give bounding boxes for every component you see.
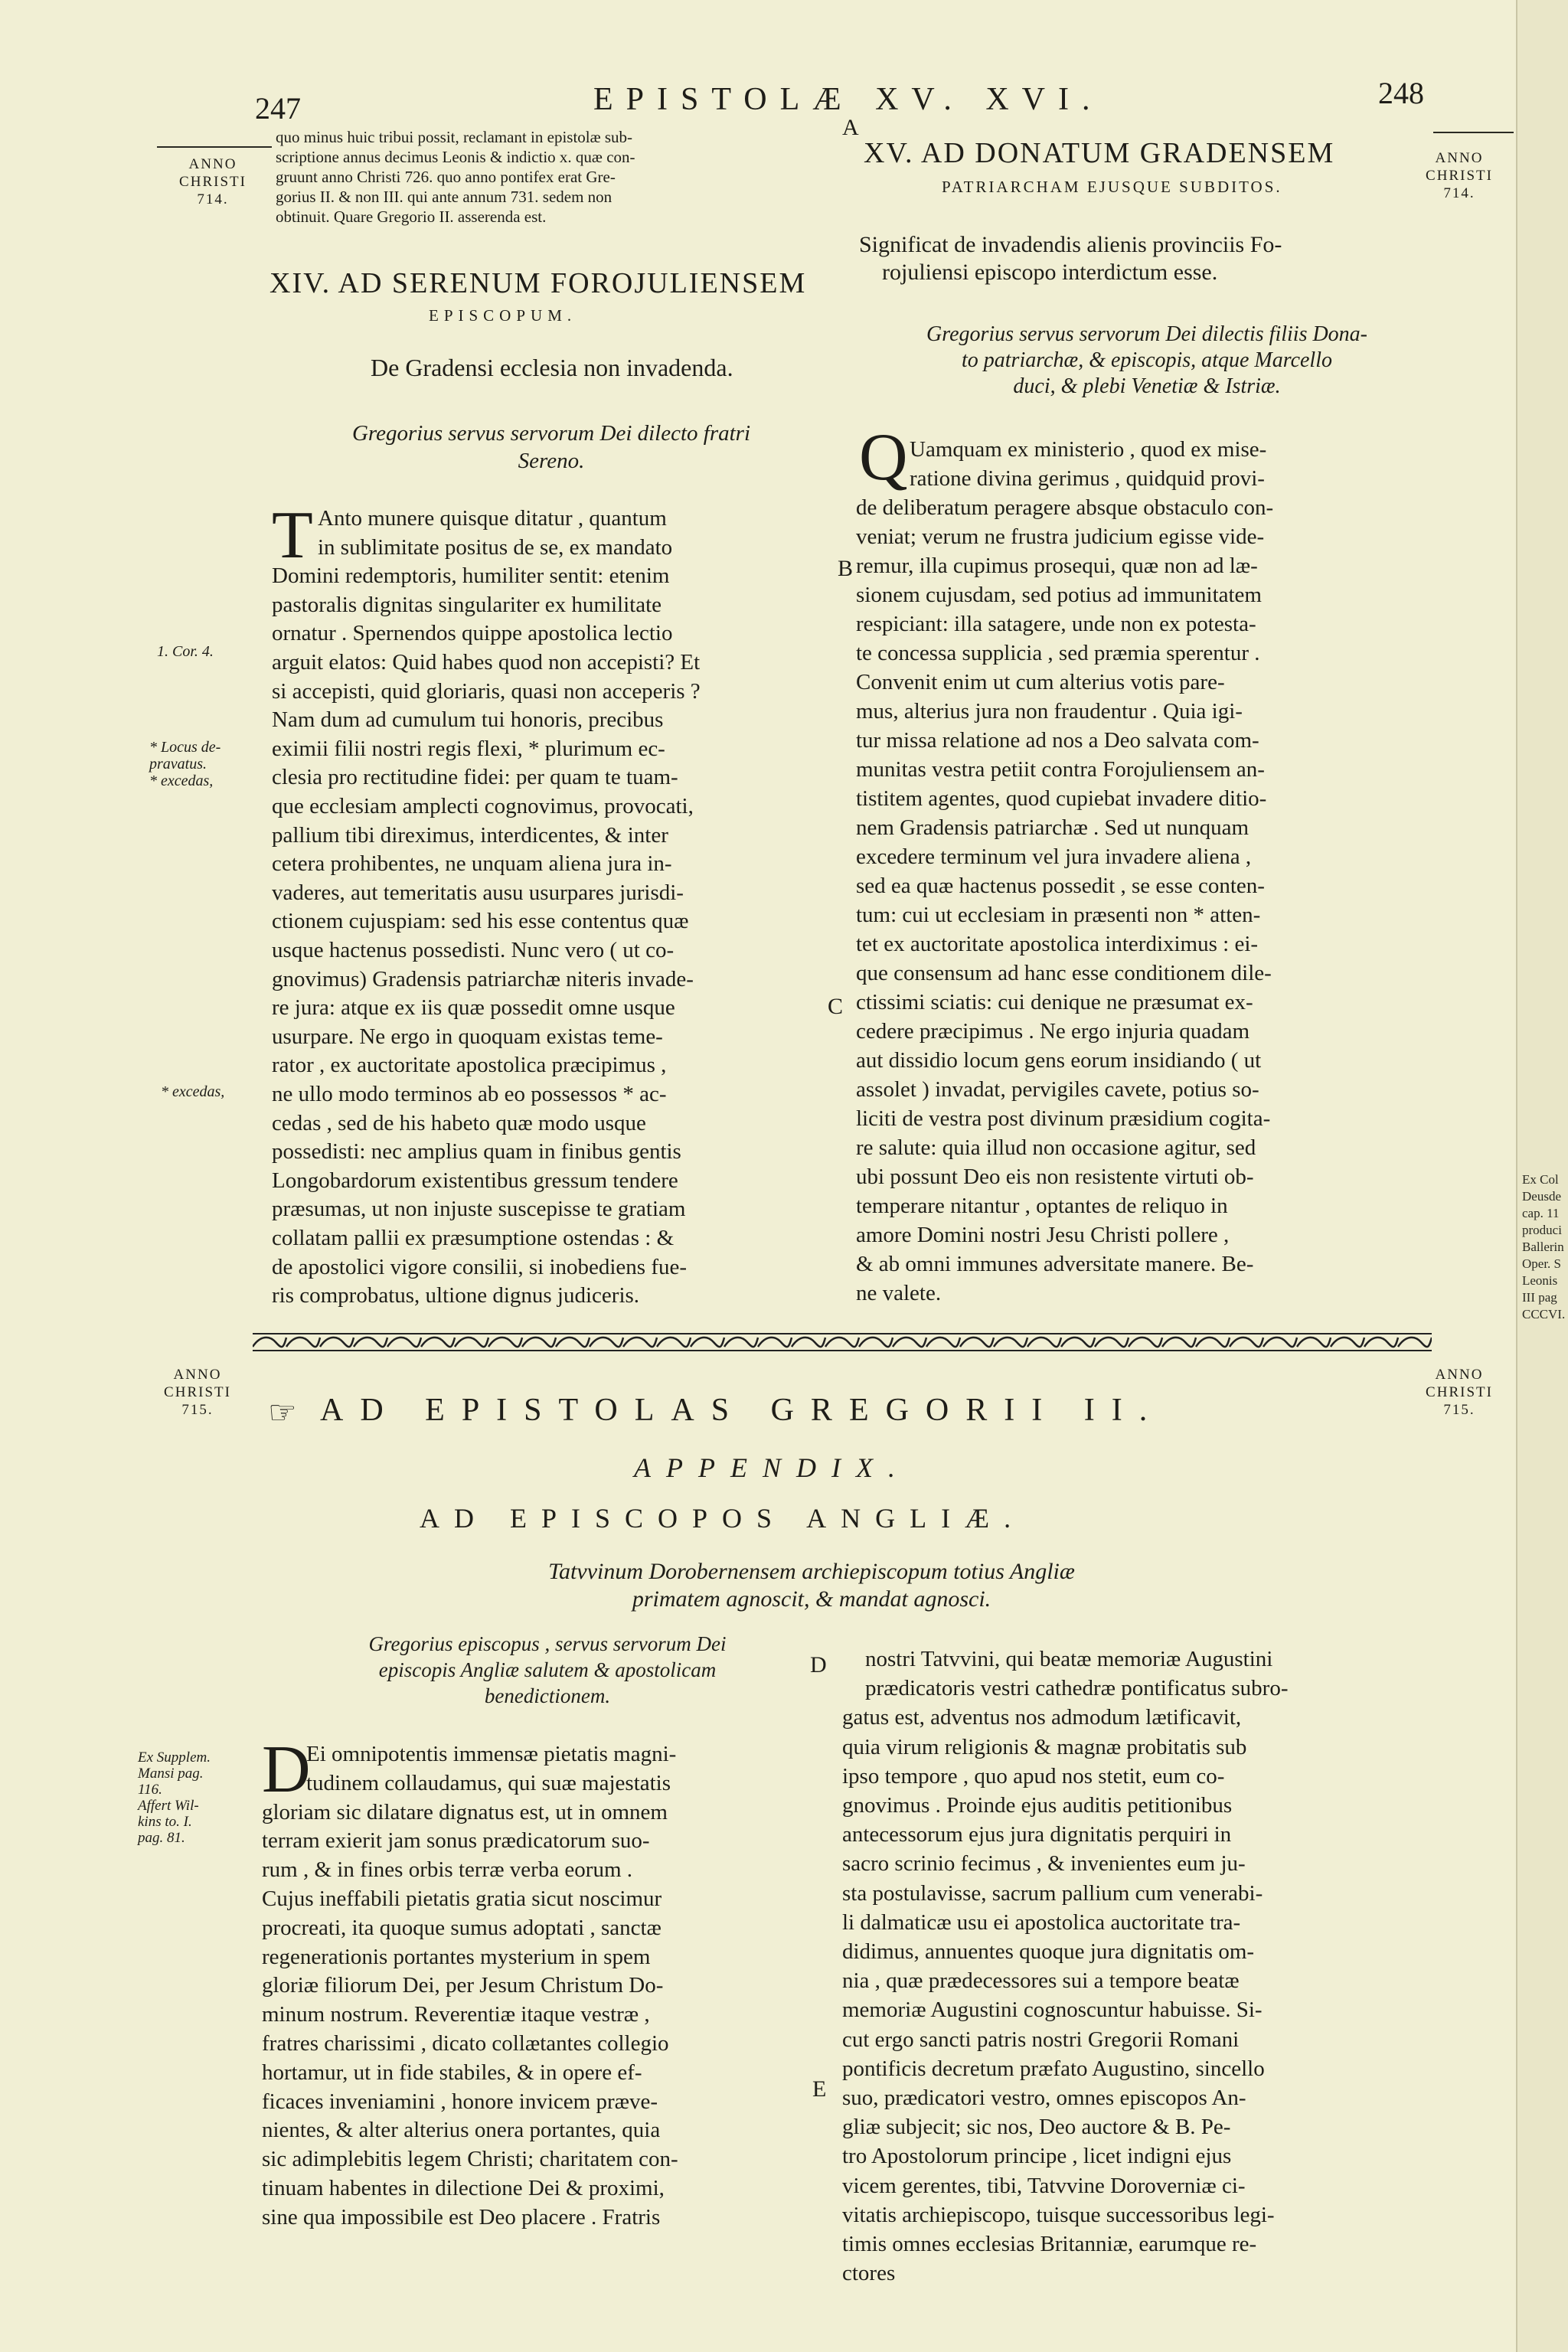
text-line: procreati, ita quoque sumus adoptati , sanctæ	[262, 1915, 662, 1940]
text-line: excedere terminum vel jura invadere aliena ,	[856, 844, 1252, 869]
text-line: in sublimitate positus de se, ex mandato	[318, 534, 673, 560]
margin-note-source: Ex Supplem. Mansi pag. 116. Affert Wil- kins to. I. pag. 81.	[138, 1749, 211, 1846]
epistle-summary: De Gradensi ecclesia non invadenda.	[371, 354, 733, 381]
appendix-main-title: AD EPISTOLAS GREGORII II.	[320, 1393, 1165, 1428]
text-line: cut ergo sancti patris nostri Gregorii Romani	[842, 2027, 1240, 2052]
text-line: sacro scrinio fecimus , & invenientes eum ju-	[842, 1851, 1246, 1877]
epistle-summary: Significat de invadendis alienis provinciis Fo- rojuliensi episcopo interdictum esse.	[859, 232, 1282, 285]
text-line: Anto munere quisque ditatur , quantum	[318, 506, 667, 531]
anno-christi-block: ANNO CHRISTI 714.	[179, 156, 247, 207]
text-line: ne valete.	[856, 1281, 942, 1305]
text-line: timis omnes ecclesias Britanniæ, earumque re-	[842, 2232, 1257, 2256]
text-line: aut dissidio locum gens eorum insidiando ( ut	[856, 1048, 1262, 1073]
text-line: Nam dum ad cumulum tui honoris, precibus	[272, 707, 664, 733]
text-line: cedas , sed de his habeto quæ modo usque	[272, 1110, 646, 1135]
margin-rule	[1433, 132, 1514, 133]
appendix-summary: Tatvvinum Dorobernensem archiepiscopum totius Angliæ primatem agnoscit, & mandat agnosci.	[548, 1559, 1075, 1612]
text-line: rator , ex auctoritate apostolica præcipimus ,	[272, 1053, 667, 1078]
text-line: assolet ) invadat, pervigiles cavete, potius so-	[856, 1077, 1259, 1102]
anno-christi-block: ANNO CHRISTI 714.	[1426, 150, 1493, 201]
text-line: terram exierit jam sonus prædicatorum suo-	[262, 1828, 650, 1854]
drop-cap: T	[272, 498, 313, 573]
appendix-heading: AD EPISCOPOS ANGLIÆ.	[420, 1503, 1026, 1534]
margin-note-locus: * Locus de- pravatus. * excedas,	[149, 739, 221, 789]
text-line: veniat; verum ne frustra judicium egisse vide-	[856, 524, 1265, 549]
text-line: amore Domini nostri Jesu Christi pollere ,	[856, 1223, 1230, 1247]
text-line: vicem gerentes, tibi, Tatvvine Doroverniæ ci-	[842, 2173, 1246, 2198]
text-line: pallium tibi direximus, interdicentes, & inter	[272, 822, 668, 848]
text-line: sionem cujusdam, sed potius ad immunitatem	[856, 583, 1262, 607]
text-line: ipso tempore , quo apud nos stetit, eum co-	[842, 1763, 1225, 1788]
text-line: Domini redemptoris, humiliter sentit: etenim	[272, 564, 670, 589]
text-line: regenerationis portantes mysterium in spem	[262, 1944, 651, 1969]
ornamental-divider	[253, 1331, 1432, 1354]
text-line: didimus, annuentes quoque jura dignitatis om-	[842, 1939, 1255, 1964]
column-letter: C	[828, 994, 844, 1019]
text-line: gnovimus) Gradensis patriarchæ niteris invade-	[272, 966, 694, 991]
text-line: Ei omnipotentis immensæ pietatis magni-	[306, 1742, 677, 1766]
anno-christi-block: ANNO CHRISTI 715.	[1426, 1367, 1493, 1418]
text-line: eximii filii nostri regis flexi, * plurimum ec-	[272, 736, 665, 761]
text-line: liciti de vestra post divinum præsidium cogita-	[856, 1106, 1271, 1131]
text-line: nem Gradensis patriarchæ . Sed ut nunquam	[856, 815, 1250, 840]
text-line: li dalmaticæ usu ei apostolica auctoritate tra-	[842, 1909, 1241, 1935]
running-title: EPISTOLÆ XV. XVI.	[593, 82, 1103, 117]
text-line: sta postulavisse, sacrum pallium cum venerabi-	[842, 1880, 1263, 1906]
text-line: Convenit enim ut cum alterius votis pare-	[856, 670, 1225, 694]
text-line: collatam pallii ex præsumptione ostendas : &	[272, 1226, 675, 1250]
text-line: tet ex auctoritate apostolica interdiximus : ei-	[856, 932, 1259, 956]
text-line: rum , & in fines orbis terræ verba eorum .	[262, 1857, 633, 1883]
drop-cap: D	[262, 1733, 311, 1807]
appendix-label: APPENDIX.	[634, 1452, 910, 1483]
text-line: cedere præcipimus . Ne ergo injuria quadam	[856, 1019, 1250, 1044]
text-line: nientes, & alter alterius onera portantes, quia	[262, 2118, 661, 2143]
epistle-title: XV. AD DONATUM GRADENSEM	[864, 137, 1335, 169]
text-line: cetera prohibentes, ne unquam aliena jura in-	[272, 851, 672, 877]
text-line: memoriæ Augustini cognoscuntur habuisse. Si-	[842, 1998, 1263, 2023]
text-line: ctores	[842, 2261, 896, 2286]
text-line: minum nostrum. Reverentiæ itaque vestræ ,	[262, 2002, 650, 2027]
text-line: re jura: atque ex iis quæ possedit omne usque	[272, 995, 675, 1021]
text-line: te concessa supplicia , sed præmia sperentur .	[856, 641, 1260, 665]
epistle-salutation: Gregorius servus servorum Dei dilectis filiis Dona- to patriarchæ, & episcopis, atque Marcello duci, & plebi Venetiæ & Istriæ.	[926, 322, 1368, 398]
pointing-hand-icon: ☞	[268, 1396, 297, 1431]
text-line: possedisti: nec amplius quam in finibus gentis	[272, 1139, 681, 1165]
text-line: temperare nitantur , optantes de reliquo in	[856, 1194, 1228, 1218]
anno-christi-block: ANNO CHRISTI 715.	[164, 1367, 231, 1418]
text-line: usque hactenus possedisti. Nunc vero ( ut co-	[272, 938, 675, 962]
column-letter: A	[842, 115, 859, 140]
text-line: nostri Tatvvini, qui beatæ memoriæ Augustini	[865, 1647, 1273, 1671]
text-line: tur missa relatione ad nos a Deo salvata com-	[856, 728, 1259, 753]
text-line: re salute: quia illud non occasione agitur, sed	[856, 1135, 1256, 1160]
text-line: fratres charissimi , dicato collætantes collegio	[262, 2031, 669, 2056]
epistle-subtitle: EPISCOPUM.	[429, 306, 577, 325]
text-line: sine qua impossibile est Deo placere . Fratris	[262, 2204, 661, 2230]
text-line: hortamur, ut in fide stabiles, & in opere ef-	[262, 2060, 642, 2085]
text-line: de deliberatum peragere absque obstaculo con-	[856, 495, 1274, 520]
epistle-salutation: Gregorius servus servorum Dei dilecto fratri Sereno.	[351, 421, 751, 473]
text-line: tinuam habentes in dilectione Dei & proximi,	[262, 2176, 665, 2200]
text-line: gloriam sic dilatare dignatus est, ut in omnem	[262, 1799, 668, 1824]
text-line: Cujus ineffabili pietatis gratia sicut noscimur	[262, 1886, 662, 1911]
text-line: pontificis decretum præfato Augustino, sincello	[842, 2056, 1265, 2081]
text-line: remur, illa cupimus prosequi, quæ non ad læ-	[856, 554, 1258, 578]
text-line: que consensum ad hanc esse conditionem dile-	[856, 961, 1272, 985]
text-line: suo, prædicatori vestro, omnes episcopos An-	[842, 2086, 1246, 2110]
next-page-edge: Ex Col Deusde cap. 11 produci Ballerin Oper. S Leonis III pag CCCVI.	[1516, 0, 1568, 2352]
text-line: ctionem cujuspiam: sed his esse contentus quæ	[272, 909, 689, 934]
drop-cap: Q	[859, 420, 908, 495]
book-page: 247 EPISTOLÆ XV. XVI. 248 ANNO CHRISTI 714. ANNO CHRISTI 714. ANNO CHRISTI 715. ANNO CHRISTI 715. 1. Cor. 4. * Locus de- pravatus. * excedas, * excedas, Ex Supplem. Mansi pag. 116. Affert Wil- kins to. I. pag. 81. A B C D E quo minus huic tribui possit, reclamant in epistolæ sub- scriptione annus decimus Leonis & indictio x. quæ con- gruunt anno Christi 726. quo anno pontifex erat Gre- gorius II. & non III. qui ante annum 731. sedem non obtinuit. Quare Gregorio II. asserenda est. XIV. AD SERENUM FOROJULIENSEM EPISCOPUM. De Gradensi ecclesia non invadenda. Gregorius servus servorum Dei dilecto fratri Sereno. T Anto munere quisque ditatur , quantum in sublimitate positus de se, ex mandato Domini redemptoris, humiliter sentit: etenim pastoralis dignitas singulariter ex humilitate ornatur . Spernendos quippe apostolica lectio arguit elatos: Quid habes quod non accepisti? Et si accepisti, quid gloriaris, quasi non acceperis ? Nam dum ad cumulum tui honoris, precibus eximii filii nostri regis flexi, * plurimum ec- clesia pro rectitudine fidei: per quam te tuam- que ecclesiam amplecti cognovimus, provocati, pallium tibi direximus, interdicentes, & inter cetera prohibentes, ne unquam aliena jura in- vaderes, aut temeritatis ausu usurpares jurisdi- ctionem cujuspiam: sed his esse contentus quæ usque hactenus possedisti. Nunc vero ( ut co- gnovimus) Gradensis patriarchæ niteris invade- re jura: atque ex iis quæ possedit omne usque usurpare. Ne ergo in quoquam existas teme- rator , ex auctoritate apostolica præcipimus , ne ullo modo terminos ab eo possessos * ac- cedas , sed de his habeto quæ modo usque possedisti: nec amplius quam in finibus gentis Longobardorum existentibus gressum tendere præsumas, ut non injuste suscepisse te gratiam collatam pallii ex præsumptione ostendas : & de apostolici vigore consilii, si inobediens fue- ris comprobatus, ultione dignus judiceris. XV. AD DONATUM GRADENSEM PATRIARCHAM EJUSQUE SUBDITOS. Significat de invadendis alienis provinciis Fo- rojuliensi episcopo interdictum esse. Gregorius servus servorum Dei dilectis filiis Dona- to patriarchæ, & episcopis, atque Marcello duci, & plebi Venetiæ & Istriæ. Q Uamquam ex ministerio , quod ex mise- ratione divina gerimus , quidquid provi- de deliberatum peragere absque obstaculo con- veniat; verum ne frustra judicium egisse vide- remur, illa cupimus prosequi, quæ non ad læ- sionem cujusdam, sed potius ad immunitatem respiciant: illa satagere, unde non ex potesta- te concessa supplicia , sed præmia sperentur . Convenit enim ut cum alterius votis pare- mus, alterius jura non fraudentur . Quia igi- tur missa relatione ad nos a Deo salvata com- munitas vestra petiit contra Forojuliensem an- tistitem agentes, quod cupiebat invadere ditio- nem Gradensis patriarchæ . Sed ut nunquam excedere terminum vel jura invadere aliena , sed ea quæ hactenus possedit , se esse conten- tum: cui ut ecclesiam in præsenti non * atten- tet ex auctoritate apostolica interdiximus : ei- que consensum ad hanc esse conditionem dile- ctissimi sciatis: cui denique ne præsumat ex- cedere præcipimus . Ne ergo injuria quadam aut dissidio locum gens eorum insidiando ( ut assolet ) invadat, pervigiles cavete, potius so- liciti de vestra post divinum præsidium cogita- re salute: quia illud non occasione agitur, sed ubi possunt Deo eis non resistente virtuti ob- temperare nitantur , optantes de reliquo in amore Domini nostri Jesu Christi pollere , & ab omni immunes adversitate manere. Be- ne valete. ☞ AD EPISTOLAS GREGORII II. APPENDIX. AD EPISCOPOS ANGLIÆ. Tatvvinum Dorobernensem archiepiscopum totius Angliæ primatem agnoscit, & mandat agnosci. Gregorius episcopus , servus servorum Dei episcopis Angliæ salutem & apostolicam benedictionem. D Ei omnipotentis immensæ pietatis magni- tudinem collaudamus, qui suæ majestatis gloriam sic dilatare dignatus est, ut in omnem terram exierit jam sonus prædicatorum suo- rum , & in fines orbis terræ verba eorum . Cujus ineffabili pietatis gratia sicut noscimur procreati, ita quoque sumus adoptati , sanctæ regenerationis portantes mysterium in spem gloriæ filiorum Dei, per Jesum Christum Do- minum nostrum. Reverentiæ itaque vestræ , fratres charissimi , dicato collætantes collegio hortamur, ut in fide stabiles, & in opere ef- ficaces inveniamini , honore invicem præve- nientes, & alter alterius onera portantes, quia sic adimplebitis legem Christi; charitatem con- tinuam habentes in dilectione Dei & proximi, sine qua impossibile est Deo placere . Fratris nostri Tatvvini, qui beatæ memoriæ Augustini prædicatoris vestri cathedræ pontificatus subro- gatus est, adventus nos admodum lætificavit, quia virum religionis & magnæ probitatis sub ipso tempore , quo apud nos stetit, eum co- gnovimus . Proinde ejus auditis petitionibus antecessorum ejus jura dignitatis perquiri in sacro scrinio fecimus , & invenientes eum ju- sta postulavisse, sacrum pallium cum venerabi- li dalmaticæ usu ei apostolica auctoritate tra- didimus, annuentes quoque jura dignitatis om- nia , quæ prædecessores sui a tempore beatæ memoriæ Augustini cognoscuntur habuisse. Si- cut ergo sancti patris nostri Gregorii Romani pontificis decretum præfato Augustino, sincello suo, prædicatori vestro, omnes episcopos An- gliæ subjecit; sic nos, Deo auctore & B. Pe- tro Apostolorum principe , licet indigni ejus vicem gerentes, tibi, Tatvvine Doroverniæ ci- vitatis archiepiscopo, tuisque successoribus legi- timis omnes ecclesias Britanniæ, earumque re- ctores	[0, 0, 1516, 2352]
margin-rule	[157, 146, 272, 148]
epistle-title: XIV. AD SERENUM FOROJULIENSEM	[270, 267, 807, 299]
text-line: quia virum religionis & magnæ probitatis sub	[842, 1734, 1247, 1759]
text-line: tum: cui ut ecclesiam in præsenti non * atten-	[856, 903, 1261, 927]
column-letter: E	[812, 2076, 827, 2102]
text-line: mus, alterius jura non fraudentur . Quia igi-	[856, 699, 1243, 724]
text-line: sed ea quæ hactenus possedit , se esse conten-	[856, 874, 1265, 898]
column-letter: B	[838, 556, 854, 581]
text-line: antecessorum ejus jura dignitatis perquiri in	[842, 1822, 1232, 1847]
text-line: & ab omni immunes adversitate manere. Be-	[856, 1252, 1254, 1276]
text-line: ratione divina gerimus , quidquid provi-	[910, 466, 1265, 491]
text-line: gnovimus . Proinde ejus auditis petitionibus	[842, 1793, 1233, 1818]
text-line: clesia pro rectitudine fidei: per quam te tuam-	[272, 765, 678, 790]
column-letter: D	[810, 1652, 827, 1677]
text-line: que ecclesiam amplecti cognovimus, provocati,	[272, 794, 694, 818]
text-line: pastoralis dignitas singulariter ex humilitate	[272, 592, 662, 617]
page-number-right: 248	[1378, 76, 1424, 110]
text-line: tro Apostolorum principe , licet indigni ejus	[842, 2144, 1232, 2169]
text-line: de apostolici vigore consilii, si inobediens fue-	[272, 1254, 688, 1279]
text-line: nia , quæ prædecessores sui a tempore beatæ	[842, 1968, 1240, 1994]
text-line: ubi possunt Deo eis non resistente virtuti ob-	[856, 1165, 1254, 1189]
text-line: Longobardorum existentibus gressum tendere	[272, 1168, 678, 1193]
text-line: sic adimplebitis legem Christi; charitatem con-	[262, 2147, 678, 2172]
text-line: prædicatoris vestri cathedræ pontificatus subro-	[865, 1676, 1289, 1701]
text-line: arguit elatos: Quid habes quod non accepisti? Et	[272, 650, 701, 675]
text-line: ornatur . Spernendos quippe apostolica lectio	[272, 621, 673, 646]
text-line: ne ullo modo terminos ab eo possessos * ac-	[272, 1082, 667, 1106]
text-line: vaderes, aut temeritatis ausu usurpares jurisdi-	[272, 880, 684, 905]
page-number-left: 247	[255, 91, 301, 126]
text-line: vitatis archiepiscopo, tuisque successoribus legi-	[842, 2202, 1275, 2227]
text-line: ris comprobatus, ultione dignus judiceris.	[272, 1283, 640, 1308]
text-line: ctissimi sciatis: cui denique ne præsumat ex-	[856, 990, 1253, 1014]
text-line: tudinem collaudamus, qui suæ majestatis	[306, 1770, 671, 1795]
text-line: respiciant: illa satagere, unde non ex potesta-	[856, 612, 1256, 636]
margin-note-reference: 1. Cor. 4.	[157, 643, 214, 660]
text-line: ficaces inveniamini , honore invicem præve-	[262, 2089, 658, 2114]
text-line: gloriæ filiorum Dei, per Jesum Christum Do-	[262, 1973, 664, 1998]
text-line: si accepisti, quid gloriaris, quasi non acceperis ?	[272, 678, 701, 704]
text-line: gliæ subjecit; sic nos, Deo auctore & B. Pe-	[842, 2115, 1231, 2140]
text-line: usurpare. Ne ergo in quoquam existas teme-	[272, 1024, 663, 1049]
text-line: munitas vestra petiit contra Forojuliensem an-	[856, 757, 1265, 782]
text-line: Uamquam ex ministerio , quod ex mise-	[910, 437, 1267, 462]
text-line: gatus est, adventus nos admodum lætificavit,	[842, 1705, 1242, 1730]
margin-note-excedas: * excedas,	[161, 1083, 225, 1100]
epistle-subtitle: PATRIARCHAM EJUSQUE SUBDITOS.	[942, 178, 1282, 196]
appendix-salutation: Gregorius episcopus , servus servorum Dei episcopis Angliæ salutem & apostolicam benedictionem.	[368, 1632, 727, 1707]
text-line: tistitem agentes, quod cupiebat invadere ditio-	[856, 786, 1267, 811]
text-line: præsumas, ut non injuste suscepisse te gratiam	[272, 1197, 686, 1222]
